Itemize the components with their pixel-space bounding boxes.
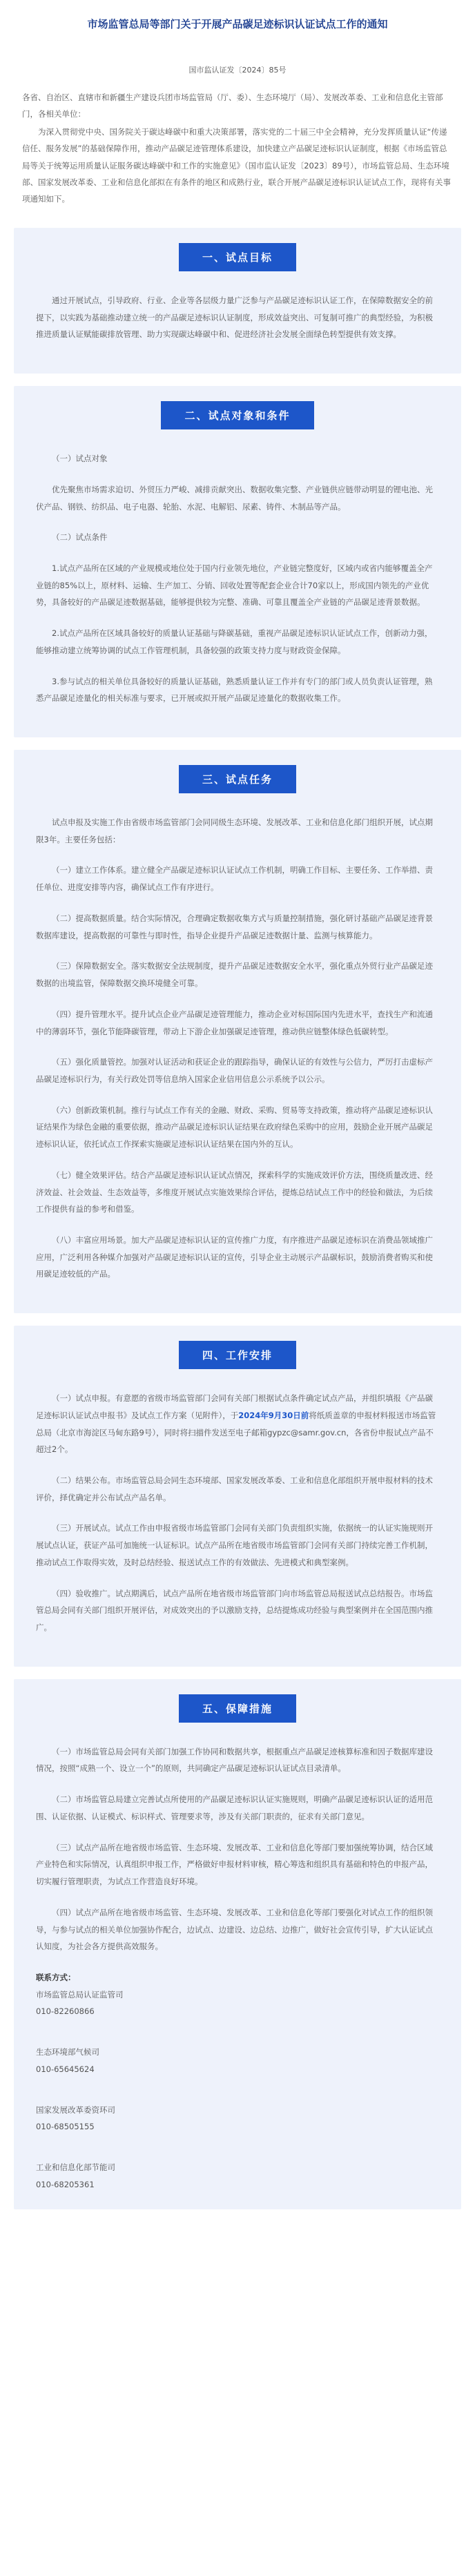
paragraph: （一）建立工作体系。建立健全产品碳足迹标识认证试点工作机制，明确工作目标、主要任务、工作举措、责任单位、进度安排等内容，确保试点工作有序进行。 xyxy=(36,865,433,893)
section-objects-conditions xyxy=(14,386,461,737)
paragraph: （二）提高数据质量。结合实际情况，合理确定数据收集方式与质量控制措施，强化研讨基础产品碳足迹背景数据库建设，提高数据的可靠性与即时性，指导企业提升产品碳足迹数据计量、监测与核算能力。 xyxy=(36,913,433,940)
section-tasks xyxy=(14,750,461,1313)
section-heading: 四、工作安排 xyxy=(179,1341,296,1369)
contact-org: 国家发展改革委资环司 xyxy=(36,2104,115,2115)
contact-phone: 010-65645624 xyxy=(36,2064,95,2074)
section-heading: 三、试点任务 xyxy=(179,765,296,793)
section-heading: 一、试点目标 xyxy=(179,243,296,271)
paragraph: （六）创新政策机制。推行与试点工作有关的金融、财政、采购、贸易等支持政策，推动将产品碳足迹标识认证结果作为绿色金融的重要依据，推动产品碳足迹标识认证结果在政府绿色采购中的应用，鼓励企业开展产品碳足迹标识认证，依托试点工作探索实施碳足迹标识认证结果在国内外的互认。 xyxy=(36,1105,433,1150)
paragraph: 试点申报及实施工作由省级市场监管部门会同同级生态环境、发展改革、工业和信息化部门组织开展，试点期限3年。主要任务包括： xyxy=(36,817,433,844)
paragraph: （一）市场监管总局会同有关部门加强工作协同和数据共享，根据重点产品碳足迹核算标准和因子数据库建设情况，按照“成熟一个、设立一个”的原则，共同确定产品碳足迹标识认证试点目录清单。 xyxy=(36,1746,433,1774)
contact-org: 工业和信息化部节能司 xyxy=(36,2162,115,2172)
contact-phone: 010-68505155 xyxy=(36,2122,95,2132)
paragraph: （七）健全效果评估。结合产品碳足迹标识认证试点情况，探索科学的实施成效评价方法，围绕质量改进、经济效益、社会效益、生态效益等，多维度开展试点实施效果综合评估，提炼总结试点工作中的经验和做法，为后续工作提供有益的参考和借鉴。 xyxy=(36,1170,433,1214)
paragraph: 2.试点产品所在区域具备较好的质量认证基础与降碳基础，重视产品碳足迹标识认证试点工作，创新动力强，能够推动建立统筹协调的试点工作管理机制，具备较强的政策支持力度与财政资金保障。 xyxy=(36,628,433,655)
contact-org: 市场监管总局认证监管司 xyxy=(36,1989,124,1999)
addressees: 各省、自治区、直辖市和新疆生产建设兵团市场监管局（厅、委）、生态环境厅（局）、发展改革委、工业和信息化主管部门，各相关单位： xyxy=(22,93,443,119)
paragraph: （三）开展试点。试点工作由申报省级市场监管部门会同有关部门负责组织实施，依据统一的认证实施规则开展试点认证，获证产品可加施统一认证标识。试点产品所在地省级市场监管部门会同有关部门持续完善工作机制，推动试点工作取得实效，及时总结经验、报送试点工作的有效做法、先进模式和典型案例。 xyxy=(36,1523,433,1567)
section-heading: 二、试点对象和条件 xyxy=(161,401,313,429)
page-title: 市场监管总局等部门关于开展产品碳足迹标识认证试点工作的通知 xyxy=(87,18,388,30)
paragraph: （三）试点产品所在地省级市场监管、生态环境、发展改革、工业和信息化等部门要加强统筹协调，结合区域产业特色和实际情况，认真组织申报工作，严格做好申报材料审核，精心筹选和组织具有基础和特色的申报产品，切实履行管理职责，为试点工作营造良好环境。 xyxy=(36,1842,433,1887)
subheading: （二）试点条件 xyxy=(52,532,108,543)
paragraph: （一）试点申报。有意愿的省级市场监管部门会同有关部门根据试点条件确定试点产品，并组织填报《产品碳足迹标识认证试点申报书》及试点工作方案（见附件），于2024年9月30日前将纸质盖章的申报材料报送市场监管总局（北京市海淀区马甸东路9号），同时将扫描件发送至电子邮箱gypzc@samr.gov.cn，各省份申报试点产品不超过2个。 xyxy=(36,1393,436,1455)
contact-phone: 010-82260866 xyxy=(36,2006,95,2017)
deadline-highlight: 2024年9月30日前 xyxy=(238,1410,309,1420)
paragraph: 1.试点产品所在区域的产业规模或地位处于国内行业领先地位，产业链完整度好，区域内或省内能够覆盖全产业链的85%以上，原材料、运输、生产加工、分销、回收处置等配套企业合计70家以上，形成国内领先的产业优势，具备较好的产品碳足迹数据基础，能够提供较为完整、准确、可靠且覆盖全产业链的产品碳足迹背景数据。 xyxy=(36,563,433,608)
subheading: （一）试点对象 xyxy=(52,454,108,464)
section-safeguards xyxy=(14,1679,461,2210)
paragraph: （二）市场监管总局建立完善试点所使用的产品碳足迹标识认证实施规则，明确产品碳足迹标识认证的适用范围、认证依据、认证模式、标识样式、管理要求等，涉及有关部门职责的，征求有关部门意见。 xyxy=(36,1794,433,1821)
intro-paragraph: 为深入贯彻党中央、国务院关于碳达峰碳中和重大决策部署，落实党的二十届三中全会精神，充分发挥质量认证“传递信任、服务发展”的基础保障作用，推动产品碳足迹管理体系建设，加快建立产品碳足迹标识认证制度，根据《市场监管总局等关于统筹运用质量认证服务碳达峰碳中和工作的实施意见》（国市监认证发〔2023〕89号），市场监管总局、生态环境部、国家发展改革委、工业和信息化部拟在有条件的地区和成熟行业，联合开展产品碳足迹标识认证试点工作，现将有关事项通知如下。 xyxy=(22,127,451,204)
document-number: 国市监认证发〔2024〕85号 xyxy=(188,66,287,75)
paragraph: （三）保障数据安全。落实数据安全法规制度，提升产品碳足迹数据安全水平，强化重点外贸行业产品碳足迹数据的出境监管，保障数据交换环境健全可靠。 xyxy=(36,961,433,989)
section-goals xyxy=(14,228,461,374)
contact-org: 生态环境部气候司 xyxy=(36,2047,99,2057)
paragraph: 3.参与试点的相关单位具备较好的质量认证基础，熟悉质量认证工作并有专门的部门或人员负责认证管理，熟悉产品碳足迹量化的相关标准与要求，已开展或拟开展产品碳足迹量化的数据收集工作。 xyxy=(36,676,433,704)
contact-phone: 010-68205361 xyxy=(36,2179,95,2189)
paragraph: 通过开展试点，引导政府、行业、企业等各层级力量广泛参与产品碳足迹标识认证工作，在保障数据安全的前提下，以实践为基础推动建立统一的产品碳足迹标识认证制度，形成效益突出、可复制可推广的典型经验，为积极推进质量认证赋能碳排放管理、助力实现碳达峰碳中和、促进经济社会发展全面绿色转型提供有效支撑。 xyxy=(36,295,433,340)
paragraph: （二）结果公布。市场监管总局会同生态环境部、国家发展改革委、工业和信息化部组织开展申报材料的技术评价，择优确定并公布试点产品名单。 xyxy=(36,1475,433,1502)
paragraph: （八）丰富应用场景。加大产品碳足迹标识认证的宣传推广力度，有序推进产品碳足迹标识在消费品领域推广应用，广泛利用各种媒介加强对产品碳足迹标识认证的宣传，引导企业主动展示产品碳标识，鼓励消费者购买和使用碳足迹较低的产品。 xyxy=(36,1234,433,1279)
contact-info xyxy=(36,1969,439,2193)
intro-block xyxy=(0,75,475,215)
paragraph: （四）提升管理水平。提升试点企业产品碳足迹管理能力，推动企业对标国际国内先进水平，查找生产和流通中的薄弱环节，强化节能降碳管理，带动上下游企业加强碳足迹管理，推动供应链整体绿色低碳转型。 xyxy=(36,1009,433,1036)
paragraph: （四）验收推广。试点期满后，试点产品所在地省级市场监管部门向市场监管总局报送试点总结报告。市场监管总局会同有关部门组织开展评估，对成效突出的予以激励支持，总结提炼成功经验与典型案例并在全国范围内推广。 xyxy=(36,1588,433,1633)
paragraph: 优先聚焦市场需求迫切、外贸压力严峻、减排贡献突出、数据收集完整、产业链供应链带动明显的锂电池、光伏产品、钢铁、纺织品、电子电器、轮胎、水泥、电解铝、尿素、铸件、木制品等产品。 xyxy=(36,484,433,512)
contact-label: 联系方式： xyxy=(36,1972,76,1982)
section-arrangements xyxy=(14,1326,461,1667)
paragraph: （五）强化质量管控。加强对认证活动和获证企业的跟踪指导，确保认证的有效性与公信力，严厉打击虚标产品碳足迹标识行为，有关行政处罚等信息纳入国家企业信用信息公示系统予以公示。 xyxy=(36,1057,433,1084)
section-heading: 五、保障措施 xyxy=(179,1694,296,1723)
paragraph: （四）试点产品所在地省级市场监管、生态环境、发展改革、工业和信息化等部门要强化对试点工作的组织领导，与参与试点的相关单位加强协作配合，边试点、边建设、边总结、边推广，做好社会宣传引导，扩大认证试点认知度，为社会各方提供高效服务。 xyxy=(36,1907,433,1952)
